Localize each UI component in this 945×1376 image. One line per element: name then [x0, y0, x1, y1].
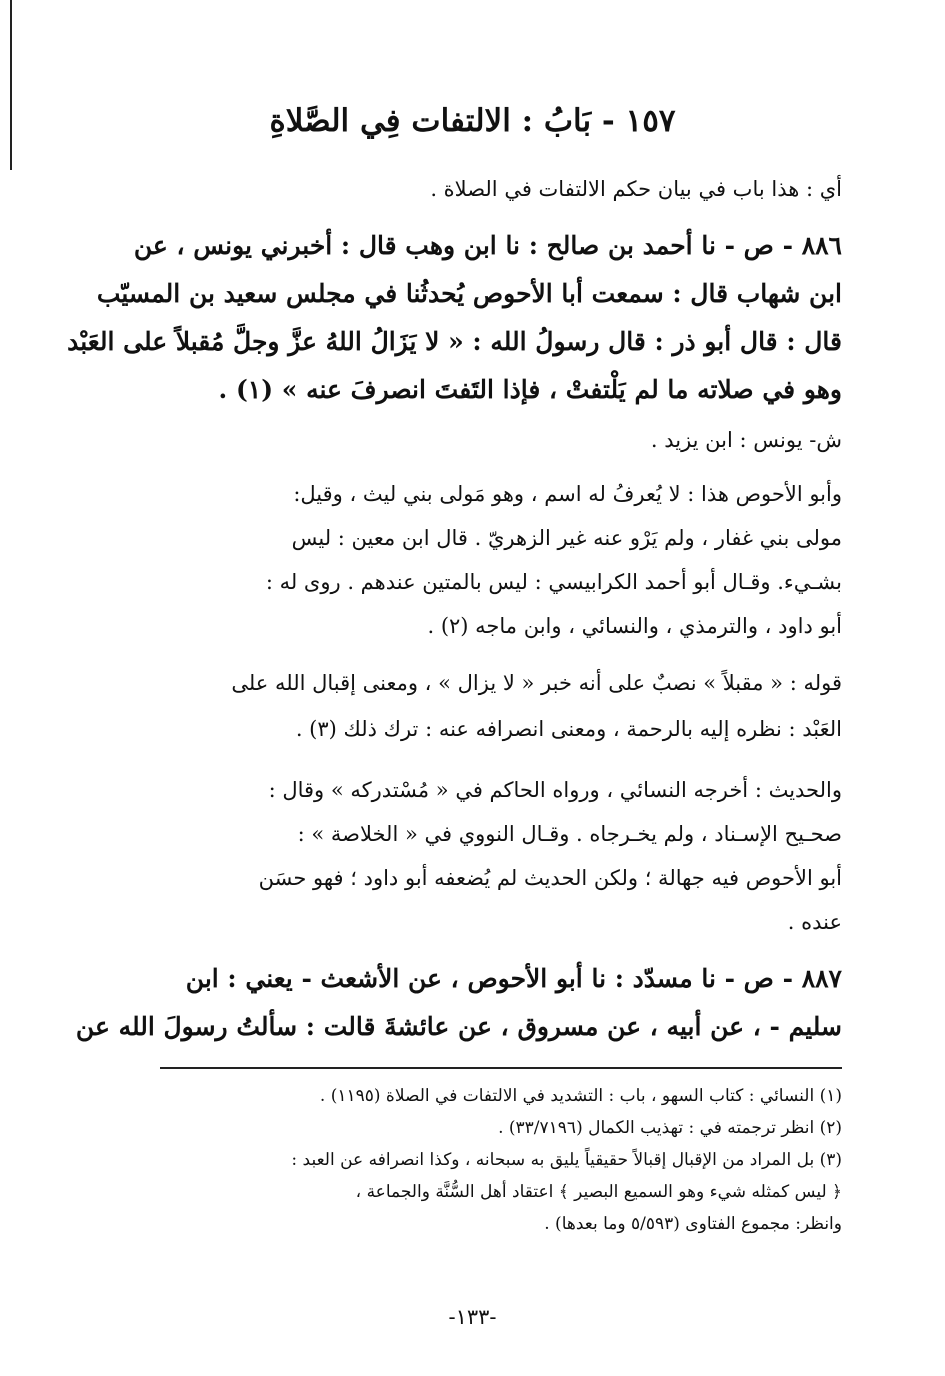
- sharh-line: مولى بني غفار ، ولم يَرْو عنه غير الزهريّ . قال ابن معين : ليس: [291, 526, 842, 550]
- sharh-line: عنده .: [787, 910, 842, 934]
- hadith-887: [75, 955, 842, 1051]
- hadith-886: [67, 222, 842, 414]
- footnote-separator: [160, 1067, 842, 1069]
- hadith-886-line: قال : قال أبو ذر : قال رسولُ الله : « لا يَزَالُ اللهُ عزَّ وجلَّ مُقبلاً على العَبْد: [67, 327, 842, 356]
- footnote-line: ﴿ ليس كمثله شيء وهو السميع البصير ﴾ اعتقاد أهل السُّنَّة والجماعة ،: [355, 1182, 842, 1202]
- hadith-886-line: وهو في صلاته ما لم يَلْتفتْ ، فإذا التَفتَ انصرفَ عنه » (١) .: [218, 375, 842, 404]
- sharh-line: أبو الأحوص فيه جهالة ؛ ولكن الحديث لم يُضعفه أبو داود ؛ فهو حسَن: [258, 866, 842, 890]
- footnote-line: (٢) انظر ترجمته في : تهذيب الكمال (٣٣/٧١٩٦) .: [498, 1118, 842, 1138]
- sharh-line: صحـيح الإسـناد ، ولم يخـرجاه . وقـال النووي في « الخلاصة » :: [297, 822, 842, 846]
- sharh-line: بشـيء. وقـال أبو أحمد الكرابيسي : ليس بالمتين عندهم . روى له :: [265, 570, 842, 594]
- footnote-line: (١) النسائي : كتاب السهو ، باب : التشديد في الالتفات في الصلاة (١١٩٥) .: [319, 1086, 842, 1106]
- intro-line: أي : هذا باب في بيان حكم الالتفات في الصلاة .: [430, 177, 842, 201]
- footnote-line: (٣) بل المراد من الإقبال إقبالاً حقيقياً يليق به سبحانه ، وكذا انصرافه عن العبد :: [291, 1150, 842, 1170]
- page-number: -١٣٣-: [448, 1305, 497, 1329]
- footnote-line: وانظر: مجموع الفتاوى (٥/٥٩٣ وما بعدها) .: [544, 1214, 842, 1234]
- sharh-line: قوله : « مقبلاً » نصبٌ على أنه خبر « لا يزال » ، ومعنى إقبال الله على: [231, 671, 842, 695]
- footnotes: [160, 1080, 842, 1240]
- sharh-line: ش- يونس : ابن يزيد .: [650, 428, 842, 452]
- chapter-title: ١٥٧ - بَابُ : الالتفات فِي الصَّلاةِ: [269, 103, 676, 139]
- sharh-line: وأبو الأحوص هذا : لا يُعرفُ له اسم ، وهو مَولى بني ليث ، وقيل:: [293, 482, 842, 506]
- sharh-narrator: [160, 420, 842, 460]
- sharh-takhrij: [160, 768, 842, 944]
- scan-margin-line: [10, 0, 12, 170]
- hadith-887-line: سليم - ، عن أبيه ، عن مسروق ، عن عائشةَ قالت : سألتُ رسولَ الله عن: [75, 1012, 842, 1041]
- intro-paragraph: [160, 170, 842, 208]
- hadith-886-line: ٨٨٦ - ص - نا أحمد بن صالح : نا ابن وهب قال : أخبرني يونس ، عن: [133, 231, 842, 260]
- sharh-line: أبو داود ، والترمذي ، والنسائي ، وابن ماجه (٢) .: [427, 614, 842, 638]
- hadith-886-line: ابن شهاب قال : سمعت أبا الأحوص يُحدثُنا في مجلس سعيد بن المسيّب: [96, 279, 842, 308]
- sharh-line: العَبْد : نظره إليه بالرحمة ، ومعنى انصرافه عنه : ترك ذلك (٣) .: [295, 717, 842, 741]
- sharh-line: والحديث : أخرجه النسائي ، ورواه الحاكم في « مُسْتدركه » وقال :: [268, 778, 842, 802]
- hadith-887-line: ٨٨٧ - ص - نا مسدّد : نا أبو الأحوص ، عن الأشعث - يعني : ابن: [185, 964, 842, 993]
- sharh-muqbilan: [160, 660, 842, 752]
- sharh-abu-al-ahwas: [160, 472, 842, 648]
